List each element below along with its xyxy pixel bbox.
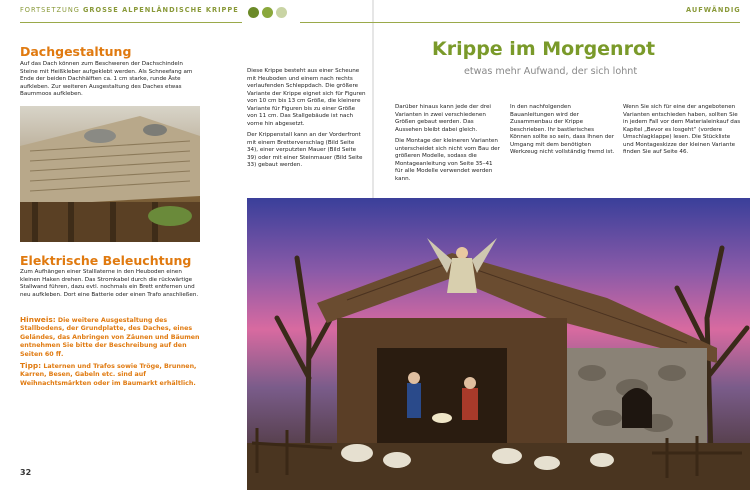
col2-paragraph-2: Die Montage der kleineren Varianten unterscheidet sich nicht vom Bau der größeren Modelle, sodass die Montageanleitung von Seite 35–41 für alle Modelle verwendet werden kann. xyxy=(395,138,500,182)
running-head-aufwaendig: AUFWÄNDIG xyxy=(686,6,741,14)
roof-photo xyxy=(20,106,200,242)
hint-label: Hinweis: xyxy=(20,315,56,324)
running-head-right xyxy=(686,6,741,14)
text-column-2 xyxy=(395,104,500,183)
tip-label: Tipp: xyxy=(20,361,42,370)
hint-box xyxy=(20,316,200,359)
running-head-prefix: FORTSETZUNG xyxy=(20,6,80,14)
roof-photo-illustration xyxy=(20,106,200,242)
col1-paragraph-2: Der Krippenstall kann an der Vorderfront mit einem Bretterverschlag (Bild Seite 34), einer verputzten Mauer (Bild Seite 39) oder mit einer Steinmauer (Bild Seite 33) gebaut werden. xyxy=(247,132,363,168)
section-heading-beleuchtung: Elektrische Beleuchtung xyxy=(20,253,192,268)
col2-paragraph-1: Darüber hinaus kann jede der drei Varianten in zwei verschiedenen Größen gebaut werden. Das Aussehen bleibt dabei gleich. xyxy=(395,104,491,133)
section-dot-3 xyxy=(276,7,287,18)
running-head-left xyxy=(20,6,239,14)
text-column-4 xyxy=(623,104,741,157)
col3-paragraph-1: In den nachfolgenden Bauanleitungen wird der Zusammenbau der Krippe beschrieben. Ihr bastlerisches Können sollte so sein, dass Ihnen der Umgang mit dem benötigten Werkzeug nicht vollständig fremd ist. xyxy=(510,104,615,155)
section-text-dachgestaltung: Auf das Dach können zum Beschweren der Dachschindeln Steine mit Heißkleber aufgeklebt werden. Als Schneefang am Ende der beiden Dachhälften ca. 1 cm starke, runde Äste aufkleben. Zur weiteren Ausgestaltung des Daches etwas Baummoos aufkleben. xyxy=(20,61,193,97)
running-head-rule-right xyxy=(300,22,740,23)
tip-box xyxy=(20,362,200,388)
nativity-scene-photo xyxy=(247,198,750,490)
section-dot-2 xyxy=(262,7,273,18)
page-number: 32 xyxy=(20,468,32,477)
text-column-3 xyxy=(510,104,615,157)
page-title: Krippe im Morgenrot xyxy=(432,38,656,60)
section-text-beleuchtung: Zum Aufhängen einer Stalllaterne in den Heuboden einen kleinen Haken drehen. Das Stromkabel durch die rückwärtige Stallwand führen, dazu evtl. nochmals ein Brett entfernen und neu aufkleben. Dort eine Batterie oder einen Trafo anschließen. xyxy=(20,269,199,298)
section-dot-1 xyxy=(248,7,259,18)
page-subtitle: etwas mehr Aufwand, der sich lohnt xyxy=(464,66,638,77)
section-heading-dachgestaltung: Dachgestaltung xyxy=(20,44,132,59)
nativity-scene-illustration xyxy=(247,198,750,490)
text-column-1 xyxy=(247,68,367,170)
col4-paragraph-1: Wenn Sie sich für eine der angebotenen Varianten entschieden haben, sollten Sie in jedem Fall vor dem Materialeinkauf das Kapitel „Bevor es losgeht“ (vordere Umschlagklappe) lesen. Die Stückliste und Montageskizze der kleinen Variante finden Sie auf Seite 46. xyxy=(623,104,741,155)
tip-text: Laternen und Trafos sowie Tröge, Brunnen, Karren, Besen, Gabeln etc. sind auf Weihnachtsmärkten oder im Baumarkt erhältlich. xyxy=(20,363,197,387)
col1-paragraph-1: Diese Krippe besteht aus einer Scheune mit Heuboden und einem nach rechts verlaufenden Schleppdach. Die größere Variante der Krippe eignet sich für Figuren von 10 cm bis 13 cm Größe, die kleinere Variante für Figuren bis zu einer Größe von 11 cm. Das Stallgebäude ist nach vorne hin abgesetzt. xyxy=(247,68,366,127)
hint-text: Die weitere Ausgestaltung des Stallbodens, der Grundplatte, des Daches, eines Geländes, das Anbringen von Zäunen und Bäumen entnehmen Sie bitte der Beschreibung auf den Seiten 60 ff. xyxy=(20,317,200,358)
running-head-rule-left xyxy=(20,22,242,23)
running-head-title: GROSSE ALPENLÄNDISCHE KRIPPE xyxy=(83,6,239,14)
